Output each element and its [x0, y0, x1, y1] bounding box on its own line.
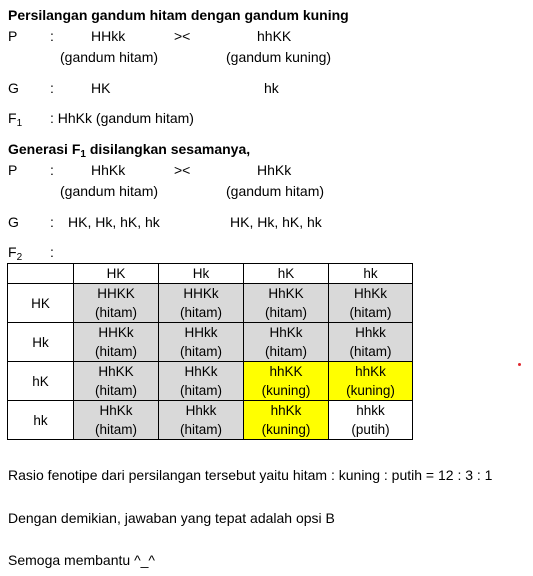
punnett-row [8, 401, 413, 440]
cross2-cross-sign: >< [174, 162, 191, 178]
cross2-parent2-phenotype: (gandum hitam) [226, 183, 325, 199]
punnett-cell [74, 362, 159, 401]
punnett-header-row [8, 264, 413, 284]
cell-phenotype: (kuning) [261, 383, 311, 398]
punnett-cell [74, 323, 159, 362]
red-dot-mark [518, 363, 521, 366]
cross1-parent1-phenotype: (gandum hitam) [60, 49, 159, 65]
cell-genotype: HHKk [98, 325, 134, 340]
cross2-p-label: P [8, 162, 18, 178]
cell-genotype: HhKk [269, 325, 303, 340]
cell-phenotype: (hitam) [94, 422, 137, 437]
cross1-g-colon: : [50, 80, 54, 96]
cross2-g-label: G [8, 214, 19, 230]
punnett-cell [329, 362, 413, 401]
cross2-f2-label: $F_2$ [8, 244, 23, 263]
punnett-row [8, 323, 413, 362]
punnett-cell [159, 362, 244, 401]
punnett-col-header: Hk [159, 264, 244, 284]
cross2-f2-colon: : [50, 244, 54, 260]
punnett-cell [244, 323, 329, 362]
punnett-cell [159, 323, 244, 362]
cell-genotype: HhKK [268, 286, 304, 301]
cross1-parent1-genotype: HHkk [91, 28, 126, 44]
cell-genotype: HHKK [97, 286, 135, 301]
cross2-g-colon: : [50, 214, 54, 230]
cross1-parent2-phenotype: (gandum kuning) [226, 49, 332, 65]
cell-genotype: hhKk [355, 364, 386, 379]
cross1-gamete2: hk [264, 80, 279, 96]
cell-genotype: HhKk [99, 403, 133, 418]
cell-phenotype: (kuning) [261, 422, 311, 437]
cell-genotype: HhKK [98, 364, 134, 379]
cross1-cross-sign: >< [174, 28, 191, 44]
punnett-square [7, 263, 413, 440]
punnett-cell [159, 401, 244, 440]
cross1-g-label: G [8, 80, 19, 96]
cell-genotype: Hhkk [355, 325, 386, 340]
cell-phenotype: (hitam) [94, 305, 137, 320]
cross2-parent1-genotype: HhKk [91, 162, 126, 178]
cross2-parent1-phenotype: (gandum hitam) [60, 183, 159, 199]
cell-phenotype: (hitam) [179, 422, 222, 437]
cross2-parent2-genotype: HhKk [257, 162, 292, 178]
cell-phenotype: (hitam) [349, 305, 392, 320]
punnett-cell [74, 284, 159, 323]
cell-genotype: hhKk [270, 403, 302, 418]
punnett-row-header: HK [8, 284, 74, 323]
phenotype-ratio-text: Rasio fenotipe dari persilangan tersebut yaitu hitam : kuning : putih = 12 : 3 : 1 [8, 467, 493, 483]
punnett-corner-cell [8, 264, 74, 284]
cross1-p-colon: : [50, 28, 54, 44]
cross1-f1-result: : HhKk (gandum hitam) [50, 110, 194, 126]
cell-phenotype: (hitam) [179, 305, 222, 320]
punnett-cell [74, 401, 159, 440]
punnett-cell [159, 284, 244, 323]
cell-genotype: HHKk [183, 286, 219, 301]
punnett-col-header: hk [329, 264, 413, 284]
cell-phenotype: (hitam) [179, 344, 222, 359]
punnett-col-header: hK [244, 264, 329, 284]
punnett-row-header: hk [8, 401, 74, 440]
punnett-row [8, 284, 413, 323]
cell-genotype: hhKK [269, 364, 303, 379]
cell-genotype: HhKk [184, 364, 218, 379]
punnett-row-header: hK [8, 362, 74, 401]
cross2-title: Generasi $F_1$ disilangkan sesamanya, [8, 141, 251, 160]
cell-phenotype: (hitam) [264, 305, 307, 320]
punnett-cell [244, 362, 329, 401]
cross2-gametes2: HK, Hk, hK, hk [230, 214, 322, 230]
cell-phenotype: (hitam) [179, 383, 222, 398]
cell-phenotype: (hitam) [94, 383, 137, 398]
punnett-row [8, 362, 413, 401]
cross1-parent2-genotype: hhKK [257, 28, 292, 44]
punnett-cell [329, 401, 413, 440]
punnett-cell [244, 284, 329, 323]
cell-phenotype: (hitam) [94, 344, 137, 359]
cross2-gametes1: HK, Hk, hK, hk [68, 214, 160, 230]
cell-phenotype: (hitam) [349, 344, 392, 359]
cell-phenotype: (putih) [351, 422, 390, 437]
cross1-title: Persilangan gandum hitam dengan gandum kuning [8, 7, 349, 23]
cell-genotype: Hhkk [185, 403, 217, 418]
answer-text: Dengan demikian, jawaban yang tepat adalah opsi B [8, 510, 335, 526]
cross1-p-label: P [8, 28, 18, 44]
punnett-cell [329, 323, 413, 362]
punnett-cell [329, 284, 413, 323]
cell-phenotype: (kuning) [346, 383, 395, 398]
cross1-gamete1: HK [91, 80, 111, 96]
cell-genotype: HHkk [184, 325, 218, 340]
cross1-f1-label: $F_1$ [8, 110, 23, 129]
cell-phenotype: (hitam) [264, 344, 307, 359]
punnett-col-header: HK [74, 264, 159, 284]
punnett-cell [244, 401, 329, 440]
cell-genotype: HhKk [353, 286, 387, 301]
closing-text: Semoga membantu ^_^ [8, 552, 155, 568]
cell-genotype: hhkk [356, 403, 385, 418]
punnett-row-header: Hk [8, 323, 74, 362]
cross2-p-colon: : [50, 162, 54, 178]
